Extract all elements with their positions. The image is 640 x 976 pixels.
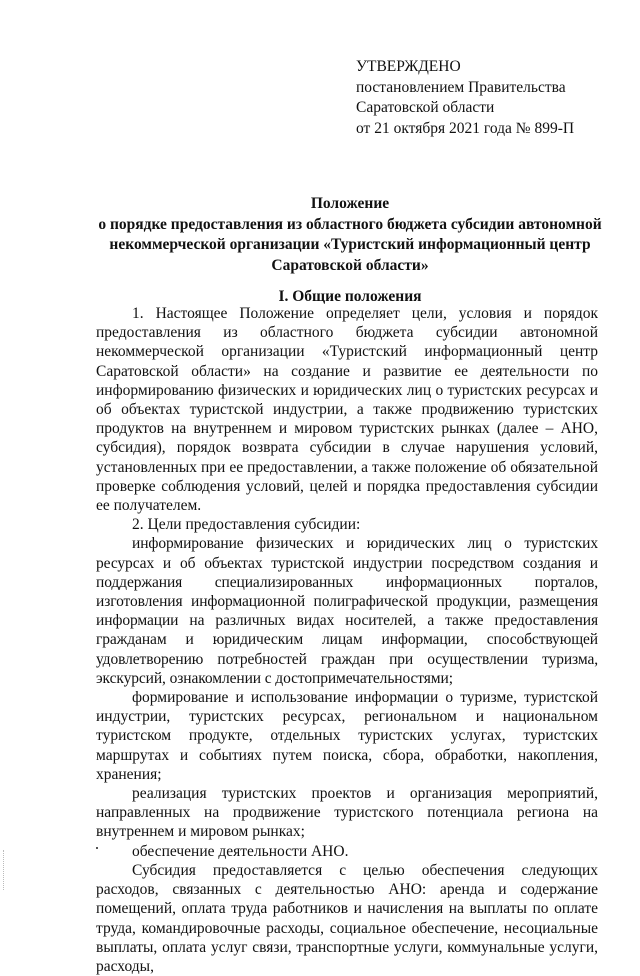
approval-line-region: Саратовской области [356,99,495,116]
scan-margin-artifact [3,850,5,890]
section-heading: I. Общие положения [278,288,422,305]
paragraph-6: обеспечение деятельности АНО. [132,842,349,860]
title-line-3: некоммерческой организации «Туристский информационный центр [109,236,591,253]
title-line-2: о порядке предоставления из областного бюджета субсидии автономной [98,215,602,233]
approval-line-approved: УТВЕРЖДЕНО [356,58,461,75]
paragraph-2: 2. Цели предоставления субсидии: [132,516,361,534]
paragraph-1: 1. Настоящее Положение определяет цели, условия и порядок предоставления из областного бюджета субсидии автономной некоммерческой организации «Туристский информационный центр Саратовской области» на создание и развитие ее деятельности по информированию физических и юридических лиц о туристских ресурсах и об объектах туристской индустрии, а также продвижению туристских продуктов на внутреннем и мировом туристских рынках (далее – АНО, субсидия), порядок возврата субсидии в случае нарушения условий, установленных при ее предоставлении, а также положение об обязательной проверке соблюдения условий, целей и порядка предоставления субсидии ее получателем. [96,305,598,515]
paragraph-3: информирование физических и юридических лиц о туристских ресурсах и об объектах туристской индустрии посредством создания и поддержания специализированных информационных порталов, изготовления информационной полиграфической продукции, размещения информации на различных видах носителей, а также предоставления гражданам и юридическим лицам информации, способствующей удовлетворению потребностей граждан при осуществлении туризма, экскурсий, ознакомлении с достопримечательностями; [96,535,598,687]
title-line-1: Положение [310,195,390,212]
approval-line-date-number: от 21 октября 2021 года № 899-П [356,119,575,137]
scan-speck [96,847,98,849]
document-title [60,194,640,276]
title-line-4: Саратовской области» [271,256,429,274]
paragraph-5: реализация туристских проектов и организация мероприятий, направленных на продвижение туристского потенциала региона на внутреннем и мировом рынках; [96,785,598,841]
document-body [96,304,598,976]
approval-line-resolution: постановлением Правительства [356,78,566,96]
paragraph-4: формирование и использование информации о туризме, туристской индустрии, туристских ресурсах, региональном и национальном туристском продукте, отдельных туристских услугах, туристских маршрутах и событиях путем поиска, сбора, обработки, накопления, хранения; [96,689,598,783]
approval-stamp [356,57,574,139]
paragraph-7: Субсидия предоставляется с целью обеспечения следующих расходов, связанных с деятельностью АНО: аренда и содержание помещений, оплата труда работников и начисления на выплаты по оплате труда, командировочные расходы, социальное обеспечение, несоциальные выплаты, оплата услуг связи, транспортные услуги, коммунальные услуги, расходы, [96,861,598,975]
